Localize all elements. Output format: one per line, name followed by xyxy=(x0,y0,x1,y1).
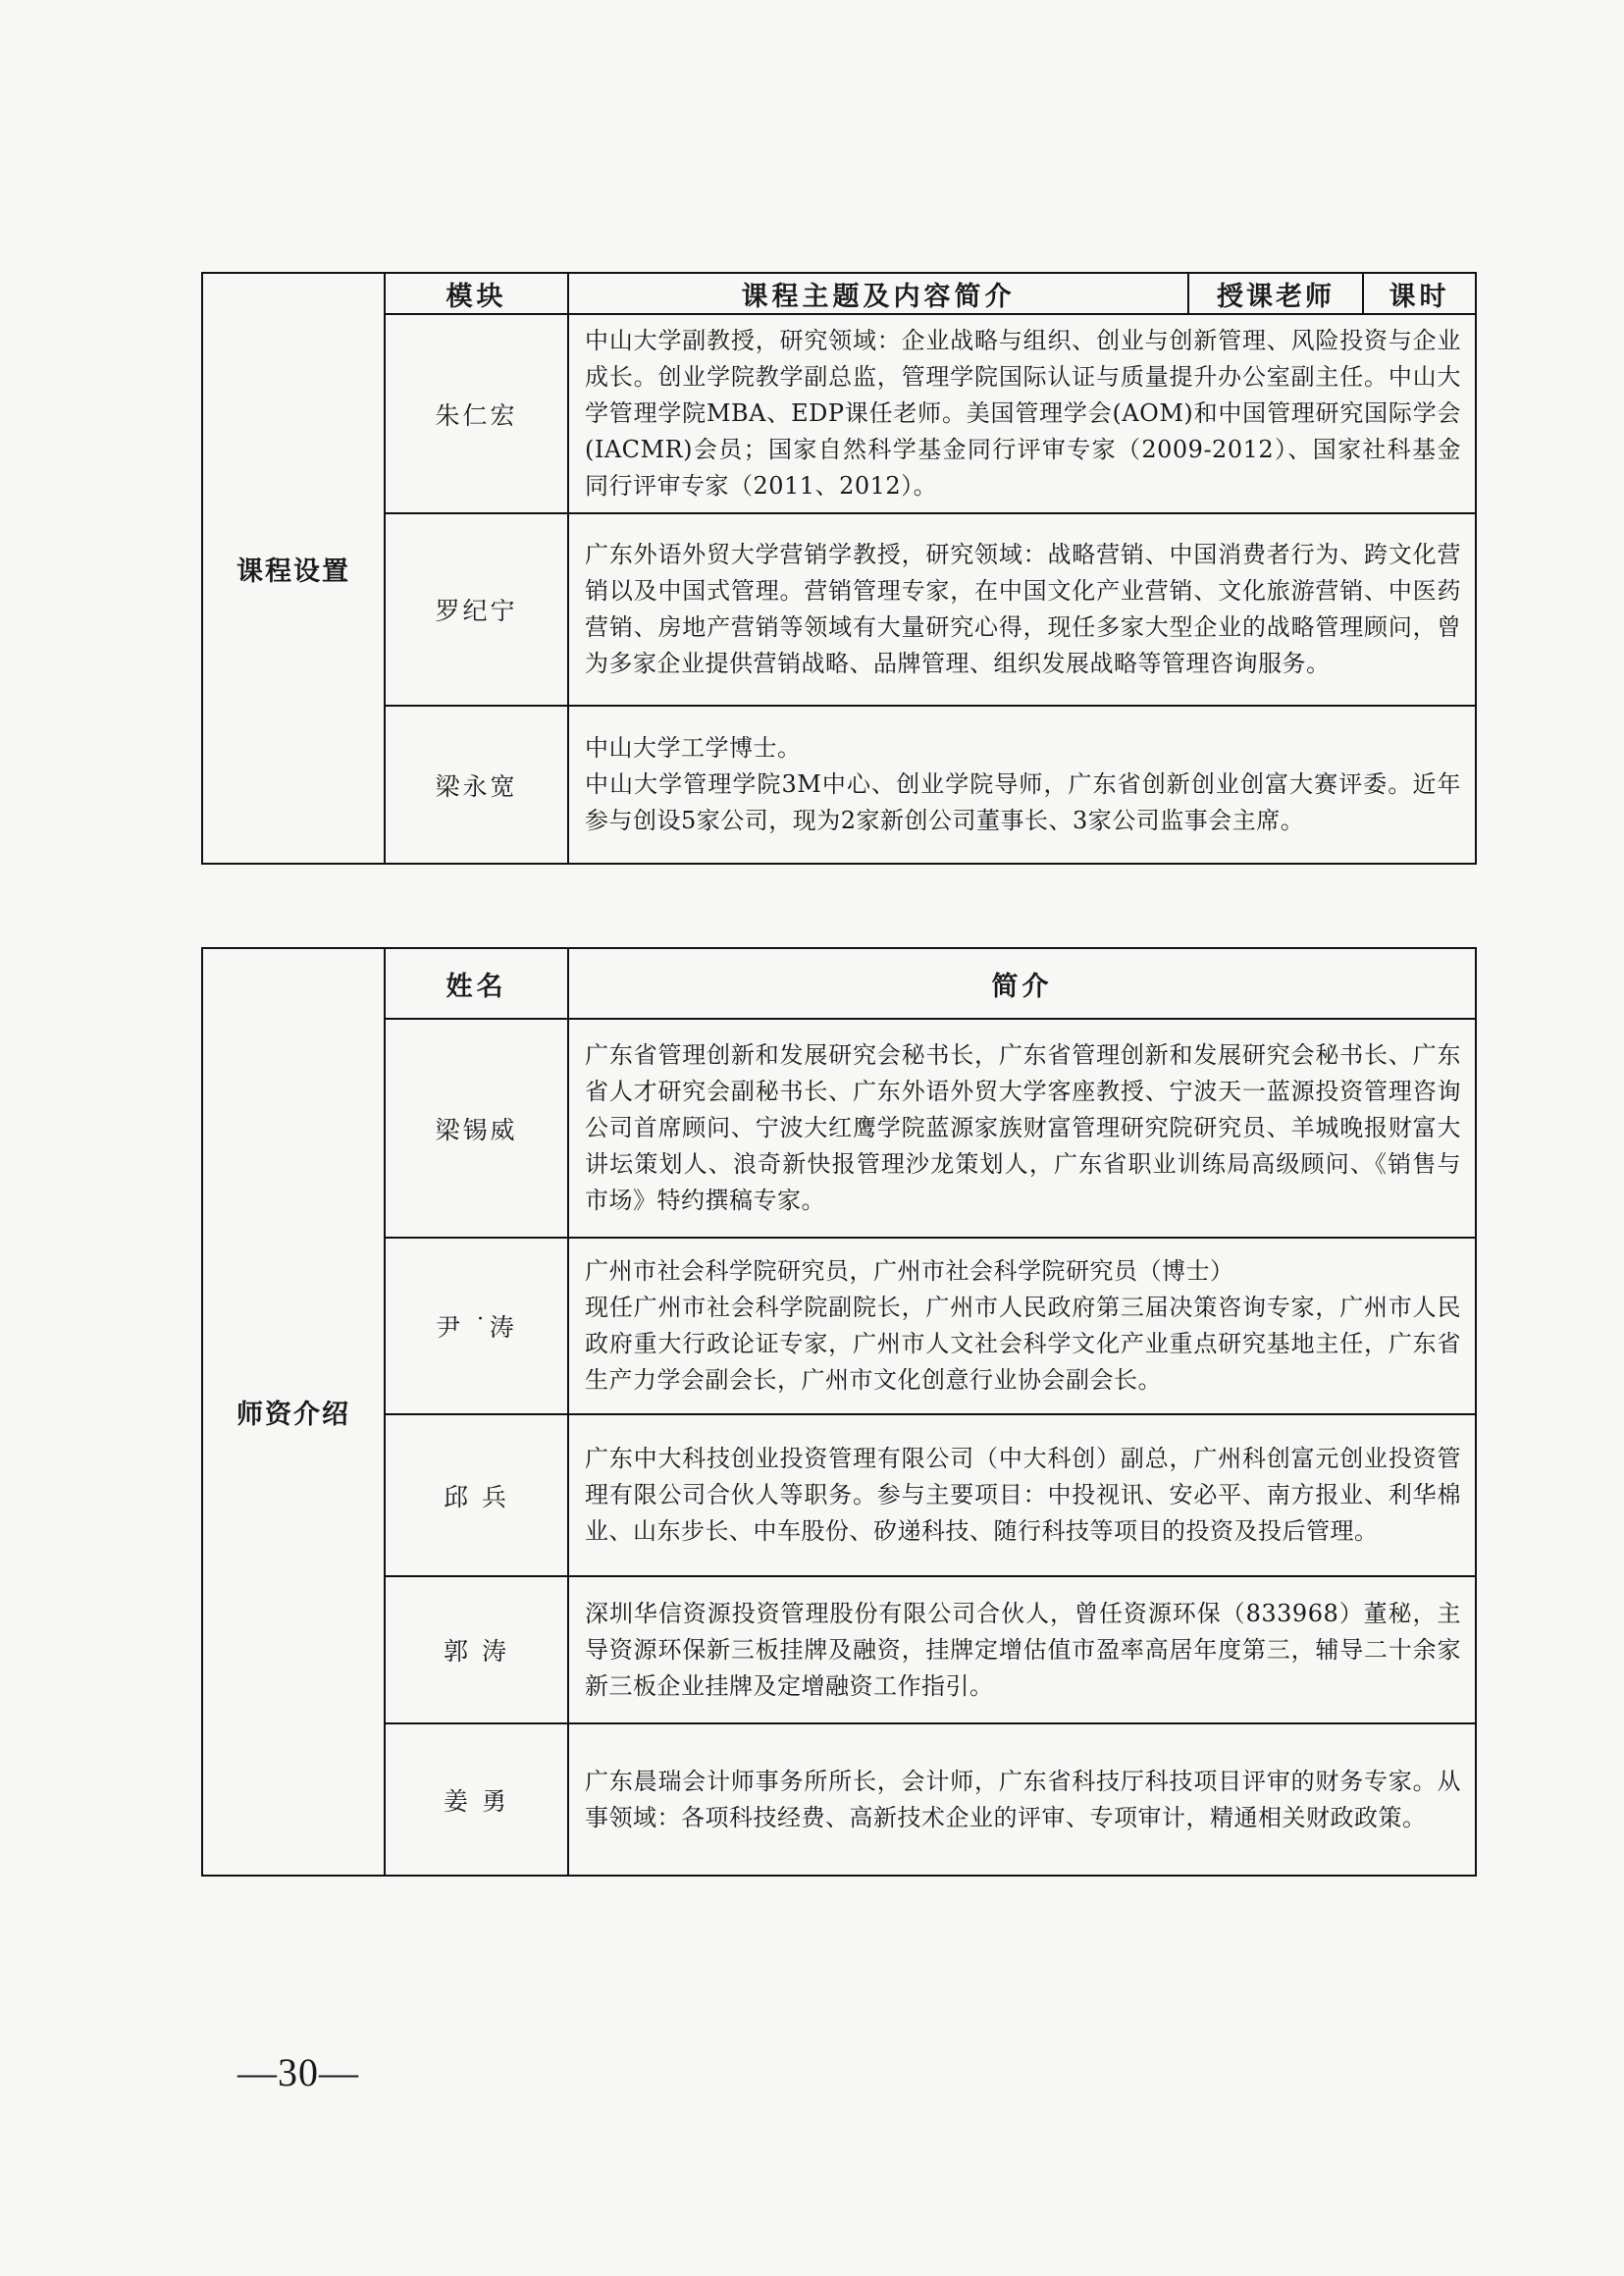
page-number: —30— xyxy=(237,2050,359,2094)
description-line: 中山大学副教授，研究领域：企业战略与组织、创业与创新管理、风险投资与企业成长。创业学院教学副总监，管理学院国际认证与质量提升办公室副主任。中山大学管理学院MBA、EDP课任老师。美国管理学会(AOM)和中国管理研究国际学会(IACMR)会员；国家自然科学基金同行评审专家（2009-2012）、国家社科基金同行评审专家（2011、2012）。 xyxy=(585,327,1461,500)
table-row xyxy=(202,706,1476,864)
faculty-name: 梁锡威 xyxy=(385,1019,568,1238)
description-line: 广东省管理创新和发展研究会秘书长，广东省管理创新和发展研究会秘书长、广东省人才研究会副秘书长、广东外语外贸大学客座教授、宁波天一蓝源投资管理咨询公司首席顾问、宁波大红鹰学院蓝源家族财富管理研究院研究员、羊城晚报财富大讲坛策划人、浪奇新快报管理沙龙策划人，广东省职业训练局高级顾问、《销售与市场》特约撰稿专家。 xyxy=(585,1041,1461,1214)
faculty-name: 姜 勇 xyxy=(385,1723,568,1876)
header-name: 姓名 xyxy=(385,948,568,1019)
header-teacher: 授课老师 xyxy=(1188,273,1363,314)
faculty-name: 邱 兵 xyxy=(385,1414,568,1576)
faculty-description xyxy=(568,1414,1476,1576)
description-line: 广东外语外贸大学营销学教授，研究领域：战略营销、中国消费者行为、跨文化营销以及中国式管理。营销管理专家，在中国文化产业营销、文化旅游营销、中医药营销、房地产营销等领域有大量研究心得，现任多家大型企业的战略管理顾问，曾为多家企业提供营销战略、品牌管理、组织发展战略等管理咨询服务。 xyxy=(585,541,1461,677)
header-module: 模块 xyxy=(385,273,568,314)
table-row xyxy=(202,1723,1476,1876)
description-line: 广东中大科技创业投资管理有限公司（中大科创）副总，广州科创富元创业投资管理有限公司合伙人等职务。参与主要项目：中投视讯、安必平、南方报业、利华棉业、山东步长、中车股份、矽递科技、随行科技等项目的投资及投后管理。 xyxy=(585,1445,1461,1545)
description-line: 广州市社会科学院研究员，广州市社会科学院研究员（博士） xyxy=(585,1257,1234,1285)
table-row xyxy=(202,1238,1476,1414)
faculty-table xyxy=(201,947,1477,1877)
header-hours: 课时 xyxy=(1363,273,1476,314)
faculty-name: 尹 ˙涛 xyxy=(385,1238,568,1414)
teacher-name: 朱仁宏 xyxy=(385,314,568,513)
teacher-name: 罗纪宁 xyxy=(385,513,568,706)
faculty-description xyxy=(568,1238,1476,1414)
table-row xyxy=(202,1576,1476,1723)
teacher-name: 梁永宽 xyxy=(385,706,568,864)
faculty-description xyxy=(568,1019,1476,1238)
faculty-section-label: 师资介绍 xyxy=(202,948,385,1876)
description-line: 广东晨瑞会计师事务所所长，会计师，广东省科技厅科技项目评审的财务专家。从事领域：各项科技经费、高新技术企业的评审、专项审计，精通相关财政政策。 xyxy=(585,1767,1461,1831)
faculty-description xyxy=(568,1723,1476,1876)
description-line: 中山大学工学博士。 xyxy=(585,734,802,762)
header-topic: 课程主题及内容简介 xyxy=(568,273,1188,314)
faculty-description xyxy=(568,1576,1476,1723)
course-section-label: 课程设置 xyxy=(202,273,385,864)
description-line: 现任广州市社会科学院副院长，广州市人民政府第三届决策咨询专家，广州市人民政府重大行政论证专家，广州市人文社会科学文化产业重点研究基地主任，广东省生产力学会副会长，广州市文化创意行业协会副会长。 xyxy=(585,1294,1461,1394)
teacher-description xyxy=(568,706,1476,864)
table-row xyxy=(202,1414,1476,1576)
teacher-description xyxy=(568,314,1476,513)
table-row xyxy=(202,1019,1476,1238)
table-row xyxy=(202,513,1476,706)
teacher-description xyxy=(568,513,1476,706)
description-line: 深圳华信资源投资管理股份有限公司合伙人，曾任资源环保（833968）董秘，主导资源环保新三板挂牌及融资，挂牌定增估值市盈率高居年度第三，辅导二十余家新三板企业挂牌及定增融资工作指引。 xyxy=(585,1599,1461,1700)
description-line: 中山大学管理学院3M中心、创业学院导师，广东省创新创业创富大赛评委。近年参与创设5家公司，现为2家新创公司董事长、3家公司监事会主席。 xyxy=(585,770,1461,834)
faculty-name: 郭 涛 xyxy=(385,1576,568,1723)
header-intro: 简介 xyxy=(568,948,1476,1019)
course-table xyxy=(201,272,1477,865)
table-row xyxy=(202,314,1476,513)
